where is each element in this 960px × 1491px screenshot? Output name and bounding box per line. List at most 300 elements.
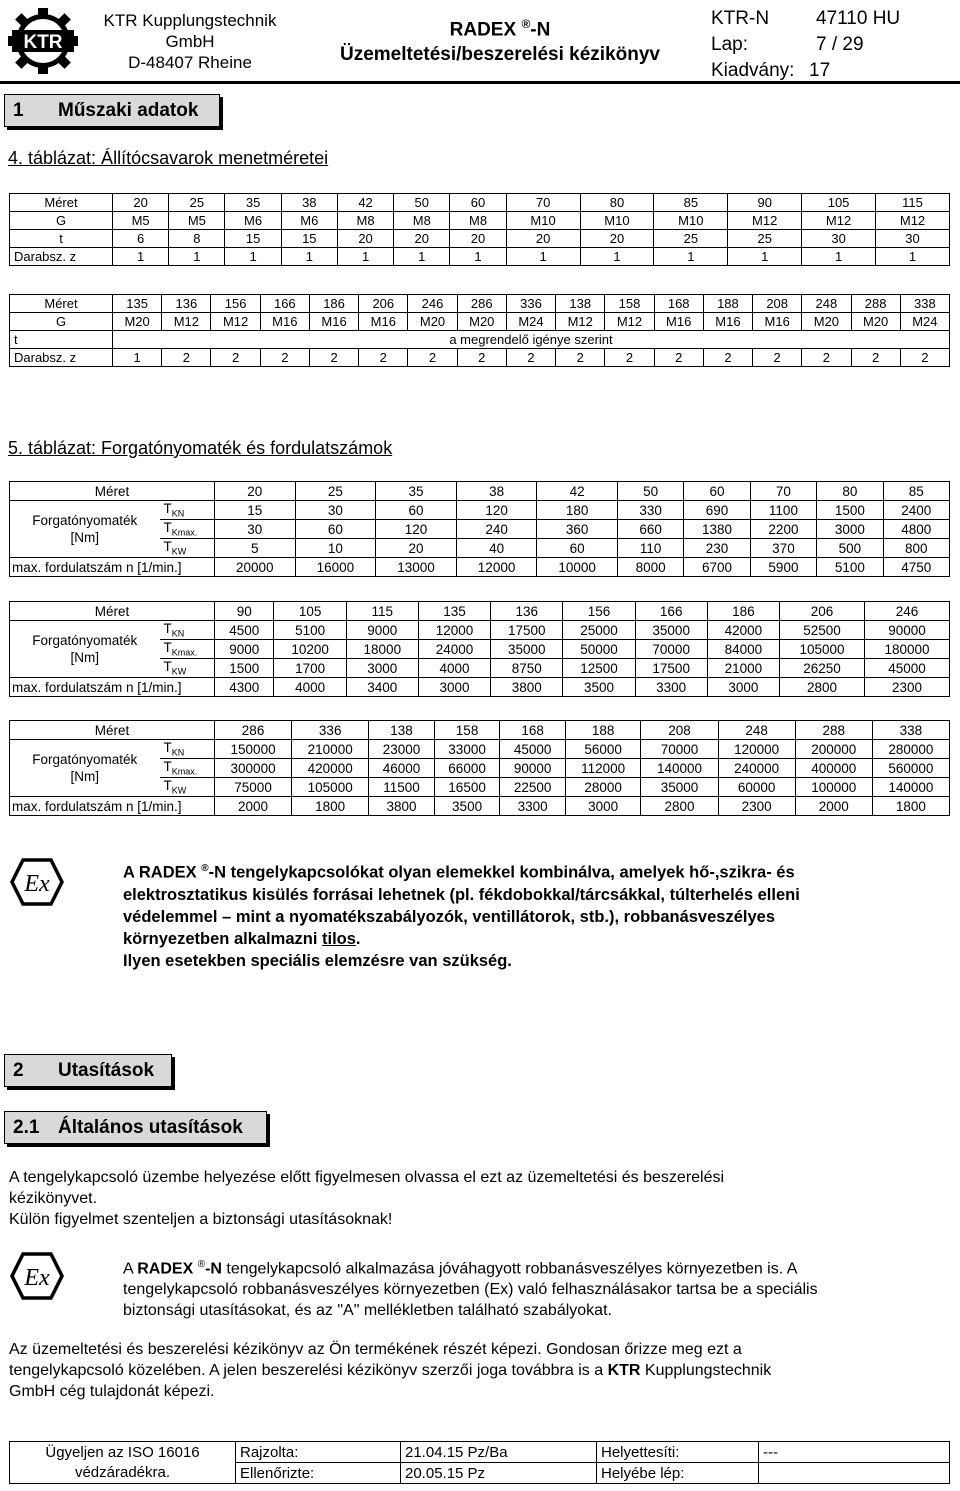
table-cell: 20 (580, 230, 654, 248)
speed-cell: 2000 (795, 797, 872, 816)
size-cell: 60 (684, 482, 750, 501)
size-cell: 35 (376, 482, 457, 501)
torque-cell: 33000 (434, 740, 500, 759)
size-cell: 50 (617, 482, 683, 501)
product-name: RADEX (449, 19, 517, 41)
speed-cell: 20000 (215, 558, 296, 577)
torque-cell: 3000 (817, 520, 883, 539)
torque-cell: 11500 (369, 778, 435, 797)
row-label: Méret (10, 295, 113, 313)
torque-cell: 18000 (346, 640, 418, 659)
table-cell: 2 (753, 349, 802, 367)
speed-cell: 3000 (565, 797, 641, 816)
speed-label: max. fordulatszám n [1/min.] (10, 558, 215, 577)
table-row (10, 313, 950, 331)
checked-value: 20.05.15 Pz (401, 1463, 597, 1484)
size-cell: 138 (369, 721, 435, 740)
torque-cell: 1380 (684, 520, 750, 539)
torque-cell: 17500 (635, 659, 707, 678)
size-cell: 338 (872, 721, 949, 740)
size-cell: 136 (491, 602, 563, 621)
torque-symbol (160, 778, 215, 797)
torque-cell: 240 (456, 520, 537, 539)
speed-cell: 12000 (456, 558, 537, 577)
size-cell: 85 (883, 482, 949, 501)
ex-icon (10, 1252, 64, 1300)
torque-cell: 16500 (434, 778, 500, 797)
torque-cell: 400000 (795, 759, 872, 778)
torque-cell: 330 (617, 501, 683, 520)
torque-cell: 360 (537, 520, 618, 539)
table-cell: M8 (337, 212, 393, 230)
torque-cell: 10 (295, 539, 376, 558)
torque-cell: 112000 (565, 759, 641, 778)
iso-note-line: Ügyeljen az ISO 16016 (45, 1443, 200, 1461)
table-cell: 2 (802, 349, 851, 367)
table-cell: 15 (225, 230, 281, 248)
table-cell: M8 (450, 212, 506, 230)
section-heading-2-1 (4, 1111, 267, 1144)
table-row (10, 349, 950, 367)
registered-mark: ® (197, 1259, 206, 1270)
torque-cell: 690 (684, 501, 750, 520)
speed-cell: 6700 (684, 558, 750, 577)
table-cell: 2 (605, 349, 654, 367)
speed-cell: 3300 (635, 678, 707, 697)
torque-row (10, 740, 950, 759)
size-cell: 248 (718, 721, 795, 740)
text-fragment: tengelykapcsoló közelében. A jelen beszerelési kézikönyv szerzői joga továbbra is a (9, 1362, 608, 1379)
table-cell: M10 (580, 212, 654, 230)
section-number: 2 (13, 1060, 24, 1081)
torque-cell: 4000 (418, 659, 490, 678)
speed-cell: 5900 (750, 558, 816, 577)
torque-cell: 15 (215, 501, 296, 520)
torque-cell: 560000 (872, 759, 949, 778)
size-cell: 186 (707, 602, 779, 621)
table-cell: M20 (113, 313, 162, 331)
speed-cell: 3500 (563, 678, 635, 697)
torque-cell: 10200 (274, 640, 346, 659)
speed-cell: 2000 (215, 797, 292, 816)
table-cell: 60 (450, 194, 506, 212)
speed-cell: 4300 (215, 678, 274, 697)
torque-cell: 500 (817, 539, 883, 558)
torque-symbol (160, 539, 215, 558)
footer-table (9, 1441, 950, 1484)
page-value: 7 / 29 (816, 34, 864, 55)
iso-note (10, 1442, 236, 1484)
table-cell: M16 (309, 313, 358, 331)
edition-value: 17 (809, 60, 831, 81)
size-cell: 25 (295, 482, 376, 501)
table-cell: 38 (281, 194, 337, 212)
table-cell: 20 (450, 230, 506, 248)
ex-warning-text (123, 858, 923, 972)
table-cell: 8 (169, 230, 225, 248)
torque-cell: 9000 (215, 640, 274, 659)
page-header (0, 0, 960, 84)
brand-name: RADEX (137, 1260, 194, 1278)
table-cell: 25 (654, 230, 728, 248)
company-line: KTR Kupplungstechnik (103, 11, 277, 30)
row-label: G (10, 313, 113, 331)
torque-cell: 90000 (500, 759, 566, 778)
torque-cell: 56000 (565, 740, 641, 759)
torque-cell: 21000 (707, 659, 779, 678)
table-cell: M12 (605, 313, 654, 331)
text-fragment: A (123, 1260, 138, 1278)
table-cell: 188 (703, 295, 752, 313)
torque-cell: 140000 (872, 778, 949, 797)
speed-cell: 10000 (537, 558, 618, 577)
drawn-label: Rajzolta: (236, 1442, 401, 1463)
size-cell: 206 (780, 602, 865, 621)
table-cell: M16 (753, 313, 802, 331)
torque-symbol (160, 759, 215, 778)
company-line: GmbH (165, 32, 215, 51)
speed-cell: 13000 (376, 558, 457, 577)
table-cell: 35 (225, 194, 281, 212)
size-cell: 90 (215, 602, 274, 621)
table-cell: M20 (408, 313, 457, 331)
svg-text:KTR: KTR (23, 32, 63, 53)
table-cell: 2 (457, 349, 506, 367)
table-cell: M20 (802, 313, 851, 331)
symbol-subscript: KN (171, 628, 185, 639)
table-cell: 248 (802, 295, 851, 313)
table-cell: 1 (580, 248, 654, 266)
table-cell: 1 (169, 248, 225, 266)
table-cell: 25 (169, 194, 225, 212)
torque-cell: 52500 (780, 621, 865, 640)
torque-unit: [Nm] (70, 530, 99, 545)
warning-punct: . (355, 929, 361, 948)
torque-cell: 35000 (641, 778, 718, 797)
torque-cell: 660 (617, 520, 683, 539)
table-cell: M8 (394, 212, 450, 230)
torque-label (10, 501, 160, 558)
table-cell: M20 (851, 313, 900, 331)
section-title: Általános utasítások (58, 1117, 243, 1138)
size-cell: 156 (563, 602, 635, 621)
table-row (10, 248, 950, 266)
table-cell: 2 (211, 349, 260, 367)
table-cell: 1 (394, 248, 450, 266)
size-cell: 105 (274, 602, 346, 621)
symbol-subscript: Kmax. (171, 527, 198, 538)
table-cell: 1 (337, 248, 393, 266)
table-cell: 168 (654, 295, 703, 313)
table-cell: 25 (728, 230, 802, 248)
table5-block-2 (9, 601, 950, 697)
size-cell: 158 (434, 721, 500, 740)
torque-symbol (160, 501, 215, 520)
table4-part1 (9, 193, 950, 266)
torque-cell: 5100 (274, 621, 346, 640)
speed-cell: 2800 (780, 678, 865, 697)
row-label: G (10, 212, 113, 230)
speed-cell: 2300 (718, 797, 795, 816)
torque-symbol (160, 621, 215, 640)
table-cell: 1 (654, 248, 728, 266)
torque-cell: 24000 (418, 640, 490, 659)
company-line: D-48407 Rheine (128, 53, 252, 72)
torque-cell: 120 (376, 520, 457, 539)
torque-symbol (160, 659, 215, 678)
table-cell: M6 (225, 212, 281, 230)
table-cell: M12 (556, 313, 605, 331)
size-cell: 188 (565, 721, 641, 740)
torque-cell: 4800 (883, 520, 949, 539)
torque-cell: 5 (215, 539, 296, 558)
table-cell: 1 (802, 248, 876, 266)
symbol-t: T (163, 501, 172, 517)
torque-cell: 12000 (418, 621, 490, 640)
size-cell: 336 (292, 721, 369, 740)
table-row (10, 295, 950, 313)
torque-cell: 25000 (563, 621, 635, 640)
torque-cell: 30 (215, 520, 296, 539)
row-label: t (10, 230, 113, 248)
torque-cell: 70000 (635, 640, 707, 659)
size-cell: 42 (537, 482, 618, 501)
symbol-t: T (163, 740, 172, 756)
torque-cell: 105000 (292, 778, 369, 797)
table4-part2 (9, 294, 950, 367)
symbol-subscript: Kmax. (171, 647, 198, 658)
text-line: kézikönyvet. (9, 1190, 98, 1207)
size-cell: 166 (635, 602, 707, 621)
torque-label-line: Forgatónyomaték (32, 513, 138, 528)
table-cell: 20 (394, 230, 450, 248)
table-cell: 2 (900, 349, 949, 367)
size-cell: 288 (795, 721, 872, 740)
table-cell: M16 (654, 313, 703, 331)
torque-cell: 4500 (215, 621, 274, 640)
table-cell: 2 (309, 349, 358, 367)
warning-line: elektrosztatikus kisülés forrásai lehetnek (pl. fékdobokkal/tárcsákkal, túlterhelés elleni (123, 885, 800, 904)
size-label: Méret (10, 721, 215, 740)
speed-cell: 4750 (883, 558, 949, 577)
torque-cell: 17500 (491, 621, 563, 640)
table-cell: M16 (260, 313, 309, 331)
table4-caption: 4. táblázat: Állítócsavarok menetméretei (8, 148, 329, 168)
torque-symbol (160, 740, 215, 759)
torque-cell: 45000 (864, 659, 949, 678)
torque-cell: 240000 (718, 759, 795, 778)
torque-label-line: Forgatónyomaték (32, 752, 138, 767)
speed-cell: 2800 (641, 797, 718, 816)
table-cell: 20 (113, 194, 169, 212)
table-cell: 2 (851, 349, 900, 367)
table-cell: M12 (162, 313, 211, 331)
document-subtitle: Üzemeltetési/beszerelési kézikönyv (339, 44, 660, 66)
size-cell: 168 (500, 721, 566, 740)
torque-cell: 1500 (817, 501, 883, 520)
page-label: Lap: (711, 34, 748, 55)
brand-suffix: -N (205, 1260, 222, 1278)
warning-line: Ilyen esetekben speciális elemzésre van szükség. (123, 951, 512, 970)
table5-block-1 (9, 481, 950, 577)
torque-cell: 150000 (215, 740, 292, 759)
table-cell: 1 (113, 248, 169, 266)
edition-label: Kiadvány: (711, 60, 795, 81)
section-heading-1 (4, 94, 220, 127)
table-cell: 70 (506, 194, 580, 212)
speed-cell: 16000 (295, 558, 376, 577)
torque-cell: 800 (883, 539, 949, 558)
table-cell: M12 (728, 212, 802, 230)
text-line: biztonsági utasításokat, és az "A" mellékletben található szabályokat. (123, 1302, 612, 1320)
doc-value: 47110 HU (816, 8, 901, 29)
size-cell: 246 (864, 602, 949, 621)
speed-cell: 3500 (434, 797, 500, 816)
speed-cell: 2300 (864, 678, 949, 697)
torque-cell: 23000 (369, 740, 435, 759)
size-cell: 208 (641, 721, 718, 740)
text-line: tengelykapcsoló robbanásveszélyes környezetben (Ex) való felhasználásakor tartsa be a speciális (123, 1281, 818, 1299)
torque-cell: 3000 (346, 659, 418, 678)
torque-cell: 280000 (872, 740, 949, 759)
table-cell: 135 (113, 295, 162, 313)
table-cell: 338 (900, 295, 949, 313)
table-cell: 166 (260, 295, 309, 313)
symbol-subscript: KW (171, 546, 187, 557)
doc-label: KTR-N (711, 8, 770, 29)
symbol-subscript: KW (171, 785, 187, 796)
warning-line: -N tengelykapcsolókat olyan elemekkel kombinálva, amelyek hő-,szikra- és (208, 863, 795, 882)
torque-cell: 60 (537, 539, 618, 558)
table-cell: 15 (281, 230, 337, 248)
table-row (10, 212, 950, 230)
table-cell: 1 (728, 248, 802, 266)
torque-cell: 370 (750, 539, 816, 558)
table-cell: M5 (169, 212, 225, 230)
symbol-t: T (163, 621, 172, 637)
torque-cell: 140000 (641, 759, 718, 778)
table-cell: 42 (337, 194, 393, 212)
table-cell: 6 (113, 230, 169, 248)
speed-cell: 3000 (707, 678, 779, 697)
table-cell: M20 (457, 313, 506, 331)
speed-cell: 3400 (346, 678, 418, 697)
table-cell: 156 (211, 295, 260, 313)
torque-cell: 35000 (491, 640, 563, 659)
size-cell: 38 (456, 482, 537, 501)
symbol-t: T (163, 659, 172, 675)
svg-text:Ex: Ex (24, 871, 50, 897)
table-cell: 246 (408, 295, 457, 313)
company-block (90, 10, 290, 73)
table-cell: 158 (605, 295, 654, 313)
speed-cell: 8000 (617, 558, 683, 577)
torque-cell: 230 (684, 539, 750, 558)
table-cell: M10 (654, 212, 728, 230)
table-cell: 186 (309, 295, 358, 313)
table-cell: 90 (728, 194, 802, 212)
speed-cell: 3000 (418, 678, 490, 697)
torque-cell: 35000 (635, 621, 707, 640)
drawn-value: 21.04.15 Pz/Ba (401, 1442, 597, 1463)
table-cell: M12 (802, 212, 876, 230)
size-cell: 135 (418, 602, 490, 621)
ownership-paragraph (9, 1339, 771, 1402)
table-cell: 30 (802, 230, 876, 248)
table-cell: M24 (506, 313, 555, 331)
torque-cell: 110 (617, 539, 683, 558)
row-label: Méret (10, 194, 113, 212)
section-number: 1 (13, 100, 24, 121)
speed-cell: 3300 (500, 797, 566, 816)
brand-name: KTR (607, 1362, 641, 1379)
section-heading-2 (4, 1054, 172, 1087)
replaces-label: Helyettesíti: (597, 1442, 759, 1463)
warning-lead: A RADEX (123, 863, 197, 882)
replaced-by-label: Helyébe lép: (597, 1463, 759, 1484)
size-cell: 70 (750, 482, 816, 501)
table-cell: 30 (876, 230, 950, 248)
speed-row (10, 558, 950, 577)
size-label: Méret (10, 602, 215, 621)
ex-icon (10, 858, 64, 906)
row-label: t (10, 331, 113, 349)
intro-paragraph (9, 1167, 724, 1230)
table-cell: 1 (506, 248, 580, 266)
ktr-logo-icon (8, 8, 78, 74)
torque-cell: 22500 (500, 778, 566, 797)
torque-cell: 45000 (500, 740, 566, 759)
table-cell: 80 (580, 194, 654, 212)
torque-cell: 1700 (274, 659, 346, 678)
table-cell: 1 (876, 248, 950, 266)
symbol-subscript: KW (171, 666, 187, 677)
table-cell: 336 (506, 295, 555, 313)
table-row (10, 194, 950, 212)
speed-cell: 3800 (491, 678, 563, 697)
torque-cell: 42000 (707, 621, 779, 640)
table-cell: M12 (211, 313, 260, 331)
table-row (10, 230, 950, 248)
table-cell: M10 (506, 212, 580, 230)
torque-cell: 84000 (707, 640, 779, 659)
ex-approval-text (123, 1254, 818, 1321)
warning-line: környezetben alkalmazni (123, 929, 322, 948)
torque-symbol (160, 640, 215, 659)
speed-cell: 4000 (274, 678, 346, 697)
torque-cell: 40 (456, 539, 537, 558)
warning-emphasis: tilos (322, 929, 356, 948)
torque-cell: 180000 (864, 640, 949, 659)
torque-cell: 46000 (369, 759, 435, 778)
table-cell: 50 (394, 194, 450, 212)
svg-text:Ex: Ex (24, 1265, 50, 1291)
table-cell: 2 (703, 349, 752, 367)
text-fragment: Kupplungstechnik (640, 1362, 772, 1379)
torque-row (10, 501, 950, 520)
size-cell: 80 (817, 482, 883, 501)
table-cell: 1 (113, 349, 162, 367)
torque-cell: 2400 (883, 501, 949, 520)
torque-cell: 60000 (718, 778, 795, 797)
torque-cell: 20 (376, 539, 457, 558)
speed-row (10, 678, 950, 697)
torque-cell: 66000 (434, 759, 500, 778)
row-label: Darabsz. z (10, 349, 113, 367)
table-cell: 208 (753, 295, 802, 313)
table-cell: 105 (802, 194, 876, 212)
table-cell: 2 (556, 349, 605, 367)
